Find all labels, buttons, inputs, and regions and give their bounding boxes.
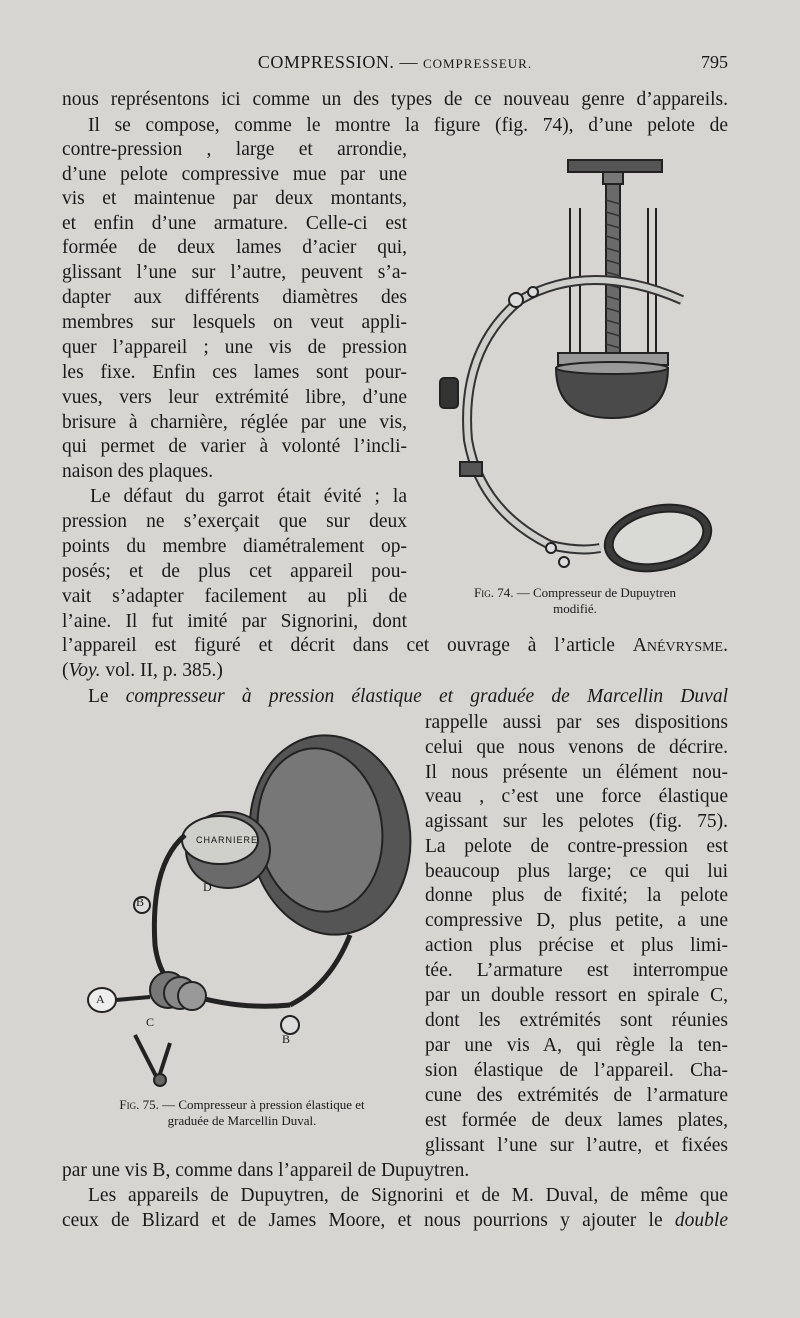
figure-75-letter-b: B bbox=[136, 895, 145, 909]
figure-75-letter-a: A bbox=[96, 992, 105, 1006]
text-line: glissant l’une sur l’autre, peuvent s’a- bbox=[62, 262, 407, 283]
text-line: Les appareils de Dupuytren, de Signorini et de M. Duval, de même que bbox=[88, 1185, 728, 1206]
text-line: par une vis B, comme dans l’appareil de Dupuytren. bbox=[62, 1160, 470, 1181]
text-line: dont les extrémités sont réunies bbox=[425, 1010, 728, 1031]
text-line: ceux de Blizard et de James Moore, et nous pourrions y ajouter le double bbox=[62, 1210, 728, 1231]
text-line: membres sur lesquels on veut appli- bbox=[62, 312, 407, 333]
text-line: Le défaut du garrot était évité ; la bbox=[90, 486, 407, 507]
text-line: compressive D, plus petite, a une bbox=[425, 910, 728, 931]
text-line: pression ne s’exerçait que sur deux bbox=[62, 511, 407, 532]
figure-75-illustration bbox=[80, 725, 420, 1095]
text-line: agissant sur les pelotes (fig. 75). bbox=[425, 811, 728, 832]
text-line: par une vis A, qui règle la ten- bbox=[425, 1035, 728, 1056]
page-number: 795 bbox=[701, 52, 728, 72]
text-line: tée. L’armature est interrompue bbox=[425, 960, 728, 981]
text-line: vues, vers leur extrémité libre, d’une bbox=[62, 387, 407, 408]
text-line: Il nous présente un élément nou- bbox=[425, 762, 728, 783]
text-line: naison des plaques. bbox=[62, 461, 214, 482]
text-line: glissant l’une sur l’autre, et fixées bbox=[425, 1135, 728, 1156]
text-line: points du membre diamétralement op- bbox=[62, 536, 407, 557]
header-title: COMPRESSION. — COMPRESSEUR. bbox=[257, 52, 533, 72]
text-line: cune des extrémités de l’armature bbox=[425, 1085, 728, 1106]
figure-75-letter-d: D bbox=[203, 880, 212, 894]
figure-75-letter-c: C bbox=[146, 1015, 155, 1029]
text-line: Le compresseur à pression élastique et graduée de Marcellin Duval bbox=[88, 686, 728, 707]
text-line: qui permet de varier à volonté l’incli- bbox=[62, 436, 407, 457]
text-line: vis et maintenue par deux montants, bbox=[62, 188, 407, 209]
text-line: quer l’appareil ; une vis de pression bbox=[62, 337, 407, 358]
figure-75-plate-text: CHARNIERE bbox=[196, 835, 259, 845]
text-line: brisure à charnière, réglée par une vis, bbox=[62, 412, 407, 433]
text-line: l’aine. Il fut imité par Signorini, dont bbox=[62, 611, 407, 632]
text-line: est formée de deux lames plates, bbox=[425, 1110, 728, 1131]
text-line: celui que nous venons de décrire. bbox=[425, 737, 728, 758]
figure-74-illustration bbox=[420, 150, 720, 580]
text-line: dapter aux différents diamètres des bbox=[62, 287, 407, 308]
text-line: Il se compose, comme le montre la figure (fig. 74), d’une pelote de bbox=[88, 115, 728, 136]
text-line: les fixe. Enfin ces lames sont pour- bbox=[62, 362, 407, 383]
text-line: (Voy. vol. II, p. 385.) bbox=[62, 660, 223, 681]
text-line: La pelote de contre-pression est bbox=[425, 836, 728, 857]
figure-75-caption: Fig. 75. — Compresseur à pression élastique et graduée de Marcellin Duval. bbox=[119, 1097, 365, 1128]
text-line: sion élastique de l’appareil. Cha- bbox=[425, 1060, 728, 1081]
text-line: l’appareil est figuré et décrit dans cet ouvrage à l’article Anévrysme. bbox=[62, 635, 728, 656]
text-line: posés; et de plus cet appareil pou- bbox=[62, 561, 407, 582]
text-line: beaucoup plus large; ce qui lui bbox=[425, 861, 728, 882]
text-line: vait s’adapter facilement au pli de bbox=[62, 586, 407, 607]
text-line: rappelle aussi par ses dispositions bbox=[425, 712, 728, 733]
text-line: action plus précise et plus limi- bbox=[425, 935, 728, 956]
text-line: veau , c’est une force élastique bbox=[425, 786, 728, 807]
text-line: formée de deux lames d’acier qui, bbox=[62, 237, 407, 258]
running-header bbox=[62, 52, 728, 78]
text-line: contre-pression , large et arrondie, bbox=[62, 139, 407, 160]
text-line: et enfin d’une armature. Celle-ci est bbox=[62, 213, 407, 234]
figure-75-letter-b: B bbox=[282, 1032, 291, 1046]
text-line: par un double ressort en spirale C, bbox=[425, 985, 728, 1006]
text-line: nous représentons ici comme un des types de ce nouveau genre d’appareils. bbox=[62, 89, 728, 110]
figure-74-caption: Fig. 74. — Compresseur de Dupuytren modifié. bbox=[474, 585, 676, 616]
text-line: d’une pelote compressive mue par une bbox=[62, 164, 407, 185]
text-line: donne plus de fixité; la pelote bbox=[425, 885, 728, 906]
